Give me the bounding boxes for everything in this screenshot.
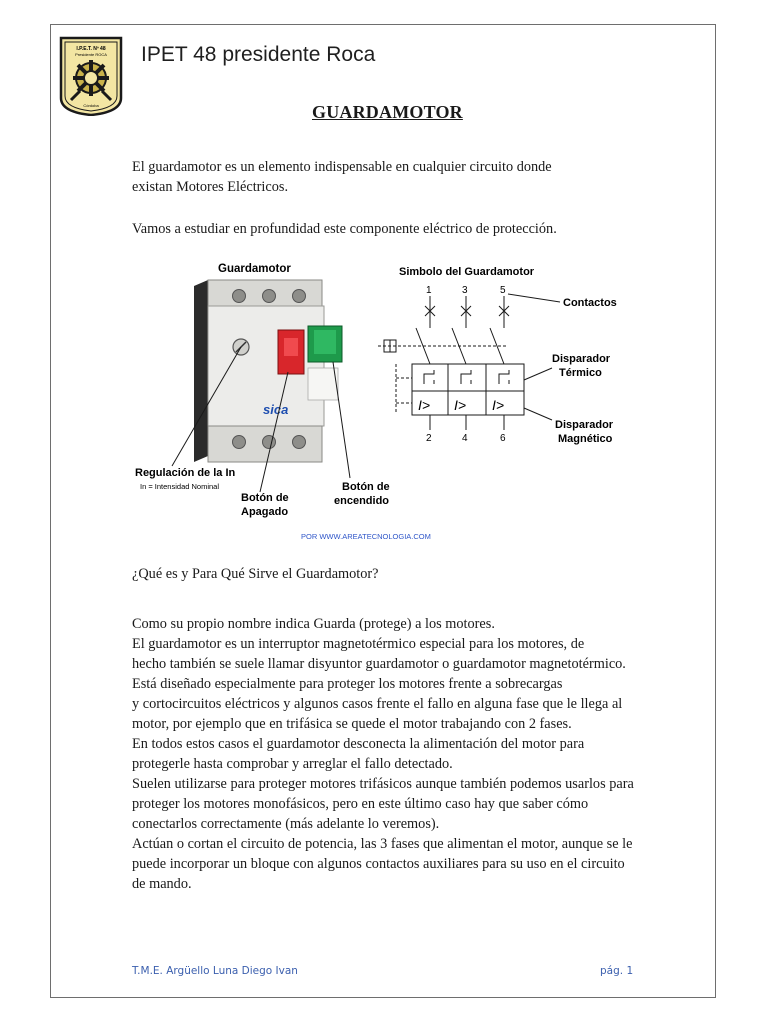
device-title: Guardamotor	[218, 263, 291, 275]
label-on-1: Botón de	[342, 481, 390, 493]
terminal-4: 4	[462, 433, 468, 444]
question-heading: ¿Qué es y Para Qué Sirve el Guardamotor?	[132, 566, 379, 582]
school-name: IPET 48 presidente Roca	[141, 43, 376, 66]
label-magnetic-2: Magnético	[558, 433, 613, 445]
svg-text:Presidente ROCA: Presidente ROCA	[75, 52, 107, 57]
document-title: GUARDAMOTOR	[312, 102, 463, 122]
footer-author: T.M.E. Argüello Luna Diego Ivan	[132, 965, 298, 977]
terminal-5: 5	[500, 285, 506, 296]
magnetic-relay-symbol-3: I>	[492, 397, 505, 413]
label-regulation: Regulación de la In	[135, 467, 236, 479]
label-off-1: Botón de	[241, 492, 289, 504]
terminal-3: 3	[462, 285, 468, 296]
symbol-diagram	[378, 294, 560, 430]
terminal-6: 6	[500, 433, 506, 444]
device-photo	[194, 280, 342, 462]
footer-page-number: pág. 1	[600, 965, 634, 977]
terminal-2: 2	[426, 433, 432, 444]
magnetic-relay-symbol-2: I>	[454, 397, 467, 413]
magnetic-relay-symbol-1: I>	[418, 397, 431, 413]
body-paragraph: Como su propio nombre indica Guarda (protege) a los motores. El guardamotor es un interruptor magnetotérmico especial para los motores, de hecho también se suele llamar disyuntor guardamotor o guardamotor magnetotérmico. Está diseñado especialmente para proteger los motores frente a sobrecargas y cortocircuitos eléctricos y algunos casos frente el fallo en alguna fase que le llega al motor, por ejemplo que en trifásica se quede el motor trabajando con 2 fases. En todos estos casos el guardamotor desconecta la alimentación del motor para protegerle hasta comprobar y arreglar el fallo detectado. Suelen utilizarse para proteger motores trifásicos aunque también podemos usarlos para proteger los motores monofásicos, pero en este último caso hay que saber cómo conectarlos correctamente (más adelante lo veremos). Actúan o cortan el circuito de potencia, las 3 fases que alimentan el motor, aunque se le puede incorporar un bloque con algunos contactos auxiliares para su uso en el circuito de mando.	[132, 616, 634, 892]
label-off-2: Apagado	[241, 506, 289, 518]
terminal-1: 1	[426, 285, 432, 296]
callout-on-line	[333, 362, 350, 478]
svg-text:I.P.E.T. Nº 48: I.P.E.T. Nº 48	[76, 46, 106, 52]
school-logo	[58, 36, 124, 116]
label-contacts: Contactos	[563, 297, 617, 309]
label-on-2: encendido	[334, 495, 390, 507]
study-paragraph: Vamos a estudiar en profundidad este componente eléctrico de protección.	[132, 221, 557, 237]
symbol-title: Simbolo del Guardamotor	[399, 266, 535, 278]
label-magnetic-1: Disparador	[555, 419, 614, 431]
brand-label: sica	[263, 402, 289, 417]
svg-text:Córdoba: Córdoba	[83, 103, 99, 108]
label-regulation-sub: In = Intensidad Nominal	[140, 482, 220, 491]
intro-paragraph: El guardamotor es un elemento indispensable en cualquier circuito donde existan Motores Eléctricos.	[132, 159, 552, 195]
label-thermal-2: Térmico	[559, 367, 602, 379]
label-thermal-1: Disparador	[552, 353, 611, 365]
guardamotor-figure	[128, 256, 628, 546]
figure-credit: POR WWW.AREATECNOLOGIA.COM	[301, 532, 431, 541]
